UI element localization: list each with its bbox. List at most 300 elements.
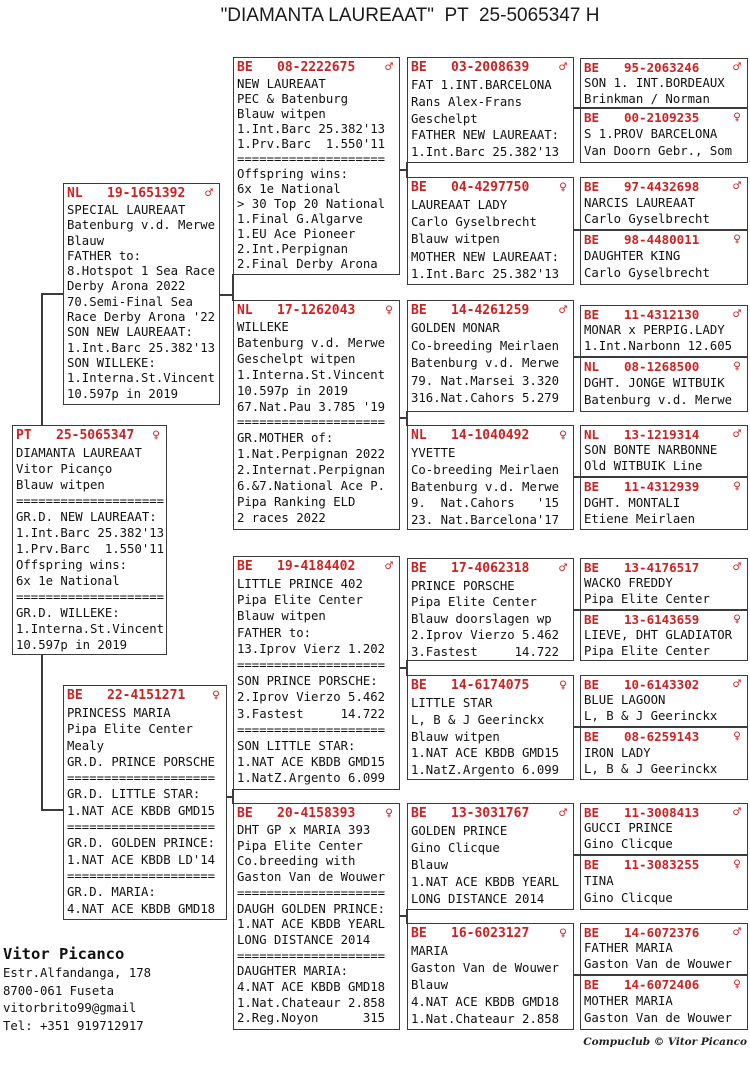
pedigree-text-line: SON NEW LAUREAAT:: [67, 325, 193, 340]
pedigree-text-line: 1.NAT ACE KBDB GMD15: [411, 746, 560, 761]
ring-header: [584, 858, 744, 873]
pedigree-text-line: 2.Final Derby Arona: [237, 257, 378, 271]
pedigree-text-line: Batenburg v.d. Merwe: [411, 356, 560, 370]
pedigree-box-be-14-6174075: [407, 675, 574, 780]
ring-number: 08-6259143: [624, 729, 700, 744]
female-icon: ♀: [152, 428, 160, 443]
pedigree-box-be-17-4062318: [407, 558, 574, 661]
connector-line: [41, 809, 63, 811]
pedigree-text-line: ====================: [237, 948, 386, 963]
pedigree-text-line: 1.Interna.St.Vincent: [16, 622, 165, 636]
ring-number: 19-1651392: [107, 186, 186, 201]
female-icon: ♀: [733, 612, 741, 627]
ring-header: [584, 61, 744, 76]
pedigree-box-body: [584, 628, 744, 659]
pedigree-text-line: 1.Int.Narbonn 12.605: [584, 338, 733, 353]
pedigree-box-be-11-3008413: [580, 803, 748, 855]
pedigree-text-line: 1.Int.Barc 25.382'13: [16, 526, 165, 540]
pedigree-box-body: [584, 821, 744, 853]
pedigree-text-line: Race Derby Arona '22: [67, 310, 216, 325]
pedigree-text-line: ====================: [16, 590, 165, 604]
female-icon: ♀: [385, 303, 393, 318]
pedigree-box-body: [411, 823, 570, 908]
pedigree-text-line: DGHT. MONTALI: [584, 496, 681, 510]
pedigree-box-body: [16, 445, 163, 653]
pedigree-text-line: SON LITTLE STAR:: [237, 739, 356, 754]
pedigree-text-line: Gino Clicque: [411, 841, 500, 855]
pedigree-text-line: ====================: [237, 722, 386, 737]
connector-line: [574, 356, 580, 358]
pedigree-text-line: LIEVE, DHT GLADIATOR: [584, 628, 733, 642]
ring-number: 17-4062318: [451, 561, 530, 576]
pedigree-text-line: ====================: [67, 820, 216, 835]
pedigree-text-line: ====================: [237, 152, 386, 166]
pedigree-box-body: [411, 77, 570, 161]
country-code: BE: [237, 559, 253, 574]
pedigree-text-line: Pipa Elite Center: [237, 593, 363, 608]
ring-number: 08-2222675: [277, 60, 356, 75]
ring-number: 13-4176517: [624, 560, 700, 575]
pedigree-text-line: Carlo Gyselbrecht: [411, 215, 537, 230]
pedigree-box-body: [411, 695, 570, 779]
ring-header: [584, 308, 744, 323]
pedigree-box-body: [237, 823, 396, 1027]
pedigree-text-line: 2.Iprov Vierzo 5.462: [411, 628, 560, 643]
pedigree-box-body: [584, 745, 744, 777]
ring-header: [411, 561, 570, 578]
ring-header: [584, 806, 744, 821]
pedigree-text-line: 1.NAT ACE KBDB YEARL: [237, 917, 386, 932]
ring-number: 19-4184402: [277, 559, 356, 574]
pedigree-text-line: Batenburg v.d. Merwe: [411, 479, 560, 494]
connector-line: [574, 609, 580, 611]
female-icon: ♀: [733, 232, 741, 247]
ring-number: 11-4312130: [624, 307, 700, 322]
pedigree-text-line: 10.597p in 2019: [16, 638, 128, 652]
pedigree-box-nl-13-1219314: [580, 425, 748, 477]
pedigree-text-line: 6x 1e National: [237, 182, 341, 196]
pedigree-text-line: 1.NAT ACE KBDB GMD15: [67, 803, 216, 818]
country-code: NL: [411, 428, 427, 443]
ring-number: 14-6174075: [451, 678, 530, 693]
pedigree-text-line: Blauw: [411, 858, 449, 872]
pedigree-text-line: 1.NAT ACE KBDB YEARL: [411, 875, 560, 889]
pedigree-text-line: Gaston Van de Wouwer: [584, 1010, 733, 1025]
pedigree-text-line: DAUGHTER MARIA:: [237, 964, 349, 979]
country-code: BE: [584, 677, 600, 692]
owner-phone: Tel: +351 919712917: [3, 1018, 144, 1033]
pedigree-text-line: SON PRINCE PORSCHE:: [237, 674, 378, 689]
pedigree-text-line: 1.Nat.Chateaur 2.858: [237, 995, 386, 1010]
pedigree-text-line: 6x 1e National: [16, 574, 120, 588]
female-icon: ♀: [733, 359, 741, 374]
pedigree-text-line: 70.Semi-Final Sea: [67, 294, 193, 309]
connector-line: [406, 411, 408, 426]
pedigree-box-be-13-6143659: [580, 610, 748, 661]
pedigree-box-be-14-6072406: [580, 975, 748, 1030]
pedigree-text-line: WILLEKE: [237, 320, 289, 334]
ring-number: 14-6072406: [624, 977, 700, 992]
ring-number: 14-6072376: [624, 925, 700, 940]
ring-header: [237, 303, 396, 320]
country-code: BE: [411, 303, 427, 318]
pedigree-box-body: [411, 943, 570, 1028]
pedigree-box-body: [584, 76, 744, 107]
ring-number: 13-1219314: [624, 427, 700, 442]
pedigree-text-line: S 1.PROV BARCELONA: [584, 127, 718, 141]
ring-number: 14-1040492: [451, 428, 530, 443]
male-icon: ♂: [733, 60, 741, 75]
female-icon: ♀: [733, 977, 741, 992]
pedigree-text-line: GR.D. NEW LAUREAAT:: [16, 510, 157, 524]
pedigree-text-line: SON BONTE NARBONNE: [584, 443, 718, 457]
pedigree-text-line: 8.Hotspot 1 Sea Race: [67, 264, 216, 279]
pedigree-text-line: Gaston Van de Wouwer: [237, 870, 386, 885]
connector-line: [41, 293, 63, 295]
pedigree-text-line: 6.&7.National Ace P.: [237, 479, 386, 494]
male-icon: ♂: [559, 60, 567, 75]
pedigree-text-line: 3.Fastest 14.722: [237, 706, 386, 721]
ring-header: [584, 678, 744, 693]
pedigree-box-be-08-6259143: [580, 727, 748, 780]
ring-number: 14-4261259: [451, 303, 530, 318]
pedigree-text-line: Co-breeding Meirlaen: [411, 338, 560, 353]
pedigree-text-line: Batenburg v.d. Merwe: [237, 335, 386, 350]
country-code: NL: [584, 427, 600, 442]
pedigree-text-line: ====================: [237, 415, 386, 430]
ring-number: 17-1262043: [277, 303, 356, 318]
pedigree-box-body: [411, 320, 570, 408]
connector-line: [41, 293, 43, 426]
pedigree-text-line: 67.Nat.Pau 3.785 '19: [237, 399, 386, 414]
owner-address-line1: Estr.Alfandanga, 178: [3, 966, 152, 980]
pedigree-box-be-04-4297750: [407, 177, 574, 285]
pedigree-text-line: Pipa Elite Center: [67, 722, 193, 737]
ring-number: 08-1268500: [624, 359, 700, 374]
pedigree-text-line: GR.D. GOLDEN PRINCE:: [67, 836, 216, 851]
page-title: "DIAMANTA LAUREAAT" PT 25-5065347 H: [220, 5, 600, 26]
pedigree-text-line: Derby Arona 2022: [67, 279, 186, 294]
pedigree-text-line: GR.D. LITTLE STAR:: [67, 787, 201, 802]
pedigree-text-line: Offspring wins:: [16, 558, 128, 572]
pedigree-text-line: Blauw witpen: [411, 232, 500, 247]
pedigree-text-line: LITTLE STAR: [411, 696, 493, 710]
ring-number: 97-4432698: [624, 179, 700, 194]
ring-number: 00-2109235: [624, 110, 700, 125]
ring-header: [411, 180, 570, 197]
pedigree-text-line: DHT GP x MARIA 393: [237, 823, 371, 837]
country-code: NL: [237, 303, 253, 318]
pedigree-box-body: [584, 495, 744, 527]
pedigree-box-be-19-4184402: [233, 556, 400, 790]
pedigree-text-line: NARCIS LAUREAAT: [584, 196, 696, 210]
female-icon: ♀: [733, 729, 741, 744]
female-icon: ♀: [212, 688, 220, 703]
ring-header: [584, 926, 744, 941]
female-icon: ♀: [559, 926, 567, 941]
pedigree-text-line: FATHER NEW LAUREAAT:: [411, 128, 560, 143]
ring-header: [584, 561, 744, 576]
pedigree-text-line: Pipa Elite Center: [411, 595, 537, 610]
pedigree-text-line: LONG DISTANCE 2014: [411, 892, 545, 906]
ring-number: 16-6023127: [451, 926, 530, 941]
pedigree-text-line: Etiene Meirlaen: [584, 512, 696, 526]
pedigree-text-line: 3.Fastest 14.722: [411, 644, 560, 659]
pedigree-box-be-97-4432698: [580, 177, 748, 230]
connector-line: [41, 655, 43, 811]
pedigree-box-be-13-4176517: [580, 558, 748, 610]
connector-line: [232, 789, 234, 804]
male-icon: ♂: [559, 561, 567, 576]
country-code: BE: [411, 561, 427, 576]
pedigree-text-line: Vitor Picanço: [16, 462, 113, 476]
pedigree-text-line: MOTHER MARIA: [584, 994, 673, 1008]
male-icon: ♂: [733, 805, 741, 820]
pedigree-text-line: Pipa Elite Center: [584, 643, 710, 658]
country-code: BE: [584, 612, 600, 627]
pedigree-text-line: SON 1. INT.BORDEAUX: [584, 76, 725, 90]
pedigree-text-line: 79. Nat.Marsei 3.320: [411, 373, 560, 388]
pedigree-text-line: Gaston Van de Wouwer: [584, 956, 733, 971]
pedigree-text-line: 1.EU Ace Pioneer: [237, 227, 356, 241]
pedigree-box-body: [584, 873, 744, 906]
pedigree-text-line: Batenburg v.d. Merwe: [584, 392, 733, 407]
female-icon: ♀: [559, 678, 567, 693]
ring-header: [67, 688, 223, 705]
pedigree-box-be-03-2008639: [407, 57, 574, 163]
ring-number: 11-3083255: [624, 857, 700, 872]
pedigree-text-line: Batenburg v.d. Merwe: [67, 218, 216, 233]
pedigree-text-line: FATHER to:: [67, 248, 142, 263]
pedigree-text-line: Gaston Van de Wouwer: [411, 961, 560, 975]
pedigree-text-line: Old WITBUIK Line: [584, 458, 703, 473]
compuclub-credit: Compuclub © Vitor Picanco: [583, 1036, 747, 1048]
pedigree-box-body: [584, 941, 744, 973]
female-icon: ♀: [559, 428, 567, 443]
ring-number: 10-6143302: [624, 677, 700, 692]
female-icon: ♀: [733, 857, 741, 872]
ring-number: 25-5065347: [56, 428, 135, 443]
pedigree-box-body: [67, 203, 216, 402]
pedigree-box-body: [584, 248, 744, 281]
female-icon: ♀: [559, 180, 567, 195]
ring-header: [67, 186, 216, 203]
pedigree-text-line: DGHT. JONGE WITBUIK: [584, 376, 725, 390]
pedigree-text-line: IRON LADY: [584, 746, 651, 760]
country-code: BE: [584, 179, 600, 194]
ring-header: [584, 428, 744, 443]
country-code: BE: [584, 925, 600, 940]
ring-header: [411, 926, 570, 943]
pedigree-text-line: LITTLE PRINCE 402: [237, 577, 363, 591]
pedigree-box-body: [584, 693, 744, 725]
pedigree-text-line: Blauw witpen: [411, 729, 500, 744]
owner-name: Vitor Picanco: [3, 945, 125, 963]
male-icon: ♂: [559, 303, 567, 318]
ring-header: [411, 303, 570, 320]
pedigree-text-line: > 30 Top 20 National: [237, 197, 386, 211]
ring-number: 03-2008639: [451, 60, 530, 75]
pedigree-box-be-16-6023127: [407, 923, 574, 1030]
pedigree-text-line: MONAR x PERPIG.LADY: [584, 323, 725, 337]
male-icon: ♂: [733, 427, 741, 442]
pedigree-text-line: LAUREAAT LADY: [411, 198, 508, 212]
pedigree-text-line: L, B & J Geerinckx: [411, 712, 545, 727]
pedigree-box-body: [584, 126, 744, 159]
ring-header: [411, 806, 570, 823]
pedigree-text-line: GR.MOTHER of:: [237, 431, 334, 446]
ring-header: [16, 428, 163, 445]
pedigree-box-nl-08-1268500: [580, 357, 748, 412]
connector-line: [406, 660, 408, 676]
pedigree-box-be-08-2222675: [233, 57, 400, 275]
pedigree-text-line: 1.Int.Barc 25.382'13: [67, 340, 216, 355]
connector-line: [406, 909, 408, 924]
pedigree-text-line: ====================: [67, 868, 216, 883]
pedigree-box-body: [584, 993, 744, 1026]
pedigree-box-be-11-3083255: [580, 855, 748, 910]
pedigree-text-line: SPECIAL LAUREAAT: [67, 203, 186, 217]
pedigree-text-line: MARIA: [411, 944, 449, 958]
pedigree-text-line: 1.Interna.St.Vincent: [237, 367, 386, 382]
ring-header: [411, 678, 570, 695]
ring-header: [411, 428, 570, 445]
pedigree-text-line: 2.Reg.Noyon 315: [237, 1011, 386, 1026]
country-code: BE: [237, 806, 253, 821]
ring-header: [584, 111, 744, 126]
country-code: BE: [584, 110, 600, 125]
pedigree-text-line: YVETTE: [411, 446, 456, 460]
country-code: BE: [584, 307, 600, 322]
pedigree-box-pt-25-5065347: [12, 425, 167, 655]
pedigree-text-line: Pipa Elite Center: [584, 591, 710, 606]
pedigree-text-line: DAUGHTER KING: [584, 249, 681, 263]
pedigree-text-line: GOLDEN MONAR: [411, 321, 500, 335]
pedigree-box-be-13-3031767: [407, 803, 574, 910]
pedigree-box-body: [584, 323, 744, 355]
pedigree-box-nl-17-1262043: [233, 300, 400, 530]
ring-header: [237, 559, 396, 576]
pedigree-text-line: L, B & J Geerinckx: [584, 762, 718, 776]
pedigree-text-line: PRINCE PORSCHE: [411, 579, 515, 593]
ring-number: 95-2063246: [624, 60, 700, 75]
ring-number: 11-3008413: [624, 805, 700, 820]
pedigree-text-line: GOLDEN PRINCE: [411, 824, 508, 838]
pedigree-box-be-22-4151271: [63, 685, 227, 920]
owner-address-line2: 8700-061 Fuseta: [3, 983, 115, 998]
pedigree-text-line: 1.Int.Barc 25.382'13: [237, 122, 386, 136]
pedigree-text-line: 1.Prv.Barc 1.550'11: [16, 542, 165, 556]
pedigree-text-line: 316.Nat.Cahors 5.279: [411, 391, 560, 405]
pedigree-text-line: 10.597p in 2019: [67, 386, 179, 401]
pedigree-box-be-10-6143302: [580, 675, 748, 727]
country-code: BE: [584, 479, 600, 494]
pedigree-text-line: FATHER to:: [237, 625, 312, 640]
male-icon: ♂: [733, 179, 741, 194]
connector-line: [574, 974, 580, 976]
pedigree-box-body: [584, 195, 744, 227]
pedigree-text-line: 23. Nat.Barcelona'17: [411, 513, 560, 528]
country-code: BE: [411, 60, 427, 75]
pedigree-text-line: FAT 1.INT.BARCELONA: [411, 78, 552, 92]
pedigree-text-line: 2 races 2022: [237, 510, 326, 525]
ring-header: [237, 806, 396, 823]
ring-header: [584, 730, 744, 745]
male-icon: ♂: [385, 60, 393, 75]
pedigree-box-be-11-4312130: [580, 305, 748, 357]
pedigree-text-line: Blauw witpen: [16, 478, 105, 492]
pedigree-text-line: NEW LAUREAAT: [237, 77, 326, 91]
pedigree-text-line: LONG DISTANCE 2014: [237, 932, 371, 947]
pedigree-box-body: [584, 443, 744, 475]
pedigree-text-line: Mealy: [67, 738, 105, 753]
pedigree-text-line: 10.597p in 2019: [237, 383, 349, 398]
pedigree-text-line: ====================: [237, 885, 386, 900]
pedigree-text-line: 1.Nat.Chateaur 2.858: [411, 1012, 560, 1026]
pedigree-text-line: Blauw: [67, 233, 105, 248]
owner-email: vitorbrito99@gmail: [3, 1001, 137, 1015]
pedigree-text-line: Gino Clicque: [584, 890, 673, 905]
pedigree-text-line: PEC & Batenburg: [237, 92, 349, 106]
pedigree-text-line: Carlo Gyselbrecht: [584, 212, 710, 226]
country-code: BE: [584, 232, 600, 247]
pedigree-text-line: ====================: [16, 494, 165, 508]
pedigree-box-body: [411, 445, 570, 529]
pedigree-text-line: DAUGH GOLDEN PRINCE:: [237, 901, 386, 916]
pedigree-box-body: [411, 578, 570, 660]
country-code: BE: [584, 60, 600, 75]
ring-header: [584, 480, 744, 495]
pedigree-text-line: GR.D. WILLEKE:: [16, 606, 120, 620]
male-icon: ♂: [205, 186, 213, 201]
pedigree-text-line: TINA: [584, 874, 614, 888]
connector-line: [574, 726, 580, 728]
pedigree-text-line: 1.Final G.Algarve: [237, 212, 363, 226]
pedigree-text-line: 1.Interna.St.Vincent: [67, 371, 216, 386]
male-icon: ♂: [385, 559, 393, 574]
male-icon: ♂: [733, 677, 741, 692]
pedigree-box-nl-14-1040492: [407, 425, 574, 530]
ring-number: 20-4158393: [277, 806, 356, 821]
ring-header: [584, 180, 744, 195]
pedigree-text-line: 4.NAT ACE KBDB GMD18: [237, 980, 386, 995]
pedigree-box-be-11-4312939: [580, 477, 748, 530]
connector-line: [574, 229, 580, 231]
pedigree-text-line: 1.Prv.Barc 1.550'11: [237, 137, 386, 151]
pedigree-text-line: DIAMANTA LAUREAAT: [16, 446, 142, 460]
country-code: BE: [584, 857, 600, 872]
pedigree-text-line: Blauw: [411, 978, 449, 992]
pedigree-box-body: [584, 576, 744, 608]
pedigree-text-line: Carlo Gyselbrecht: [584, 265, 710, 280]
pedigree-text-line: 9. Nat.Cahors '15: [411, 496, 560, 511]
pedigree-text-line: Brinkman / Norman: [584, 91, 710, 106]
ring-number: 13-6143659: [624, 612, 700, 627]
pedigree-text-line: L, B & J Geerinckx: [584, 708, 718, 723]
male-icon: ♂: [733, 925, 741, 940]
country-code: NL: [67, 186, 83, 201]
country-code: BE: [67, 688, 83, 703]
ring-number: 13-3031767: [451, 806, 530, 821]
pedigree-box-be-14-6072376: [580, 923, 748, 975]
pedigree-text-line: Pipa Ranking ELD: [237, 494, 356, 509]
ring-header: [584, 360, 744, 375]
pedigree-box-be-95-2063246: [580, 58, 748, 108]
pedigree-text-line: WACKO FREDDY: [584, 576, 673, 590]
pedigree-text-line: Pipa Elite Center: [237, 838, 363, 853]
male-icon: ♂: [559, 806, 567, 821]
ring-number: 11-4312939: [624, 479, 700, 494]
